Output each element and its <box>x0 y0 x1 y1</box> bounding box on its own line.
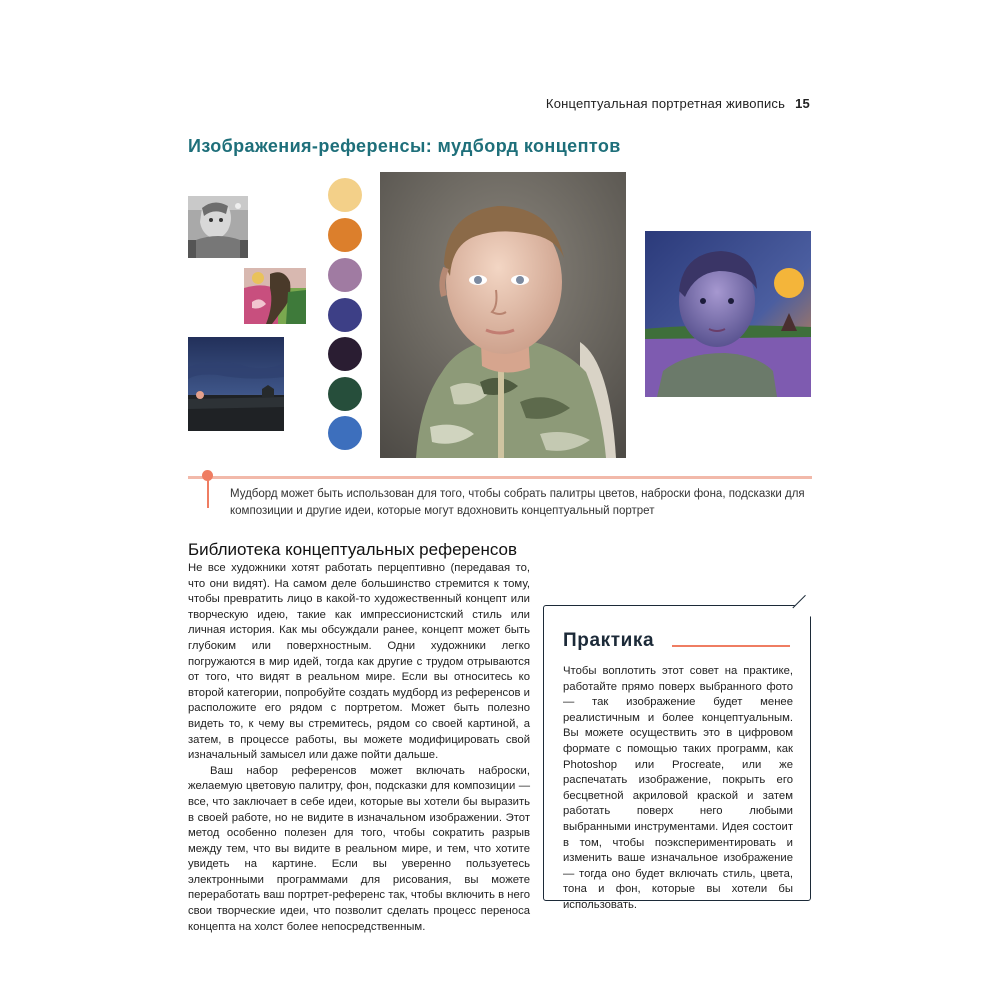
running-title: Концептуальная портретная живопись <box>545 96 786 111</box>
palette-swatch <box>328 258 362 292</box>
caption-rule <box>188 476 812 479</box>
reference-photo-boy <box>380 172 626 458</box>
article-paragraph: Ваш набор референсов может включать наброски, желаемую цветовую палитру, фон, подсказки для композиции — все, что заключает в себе идеи, которые вы хотели бы выразить в своей работе, но не видите в изначальном изображении. Этот метод особенно полезен для того, чтобы сократить разрыв между тем, что вы видите в реальном мире, и тем, что хотите увидеть на картине. Если вы уверенно пользуетесь электронными программами для рисования, вы можете переработать ваш портрет-референс так, чтобы включить в него свои творческие идеи, что позволит сделать процесс переноса концепта на холст более непосредственным. <box>188 764 530 933</box>
sketch-thumbnail-dusk-landscape <box>188 337 284 431</box>
sketch-thumbnail-color-blocks <box>244 268 306 324</box>
moodboard-caption: Мудборд может быть использован для того, чтобы собрать палитры цветов, наброски фона, подсказки для композиции и другие идеи, которые могут вдохновить концептуальный портрет <box>230 488 805 517</box>
running-head <box>546 96 810 111</box>
palette-swatch <box>328 218 362 252</box>
page-number: 15 <box>795 96 810 111</box>
article-heading: Библиотека концептуальных референсов <box>188 540 518 559</box>
article-body <box>188 561 530 935</box>
palette-swatch <box>328 178 362 212</box>
section-title: Изображения-референсы: мудборд концептов <box>188 136 621 156</box>
palette-swatch <box>328 416 362 450</box>
article-paragraph: Не все художники хотят работать перцептивно (передавая то, что они видят). На самом деле большинство стремится к тому, чтобы превратить лицо в какой-то художественный концепт или творческую идею, такие как импрессионистский стиль или личная история. Как мы обсуждали ранее, концепт может быть глубоким или поверхностным. Одни художники легко погружаются в мир идей, тогда как другие с трудом отрываются от того, что видят в реальном мире. Если вы относитесь ко второй категории, попробуйте создать мудборд из референсов и расположите его рядом с портретом. Может быть полезно видеть то, к чему вы стремитесь, рядом со своей картиной, а затем, в процессе работы, вы можете модифицировать свой изначальный замысел или даже пойти дальше. <box>188 562 530 762</box>
palette-swatch <box>328 298 362 332</box>
practice-text: Чтобы воплотить этот совет на практике, работайте прямо поверх выбранного фото — так изображение будет менее реалистичным и более концептуальным. Вы можете осуществить это в цифровом формате с помощью таких программ, как Photoshop или Procreate, или же распечатать изображение, покрыть его бесцветной акриловой краской и затем работать поверх него любыми выбранными инструментами. Идея состоит в том, чтобы поэкспериментировать и изменить ваше изначальное изображение — тогда оно будет включать стиль, цвета, тона и фон, которые вы хотели бы использовать. <box>563 665 793 911</box>
practice-title: Практика <box>563 630 655 651</box>
palette-swatch <box>328 377 362 411</box>
practice-title-rule <box>672 645 790 647</box>
sketch-thumbnail-grayscale <box>188 196 248 258</box>
caption-marker-line <box>207 480 209 508</box>
palette-swatch <box>328 337 362 371</box>
painted-portrait <box>645 231 811 397</box>
